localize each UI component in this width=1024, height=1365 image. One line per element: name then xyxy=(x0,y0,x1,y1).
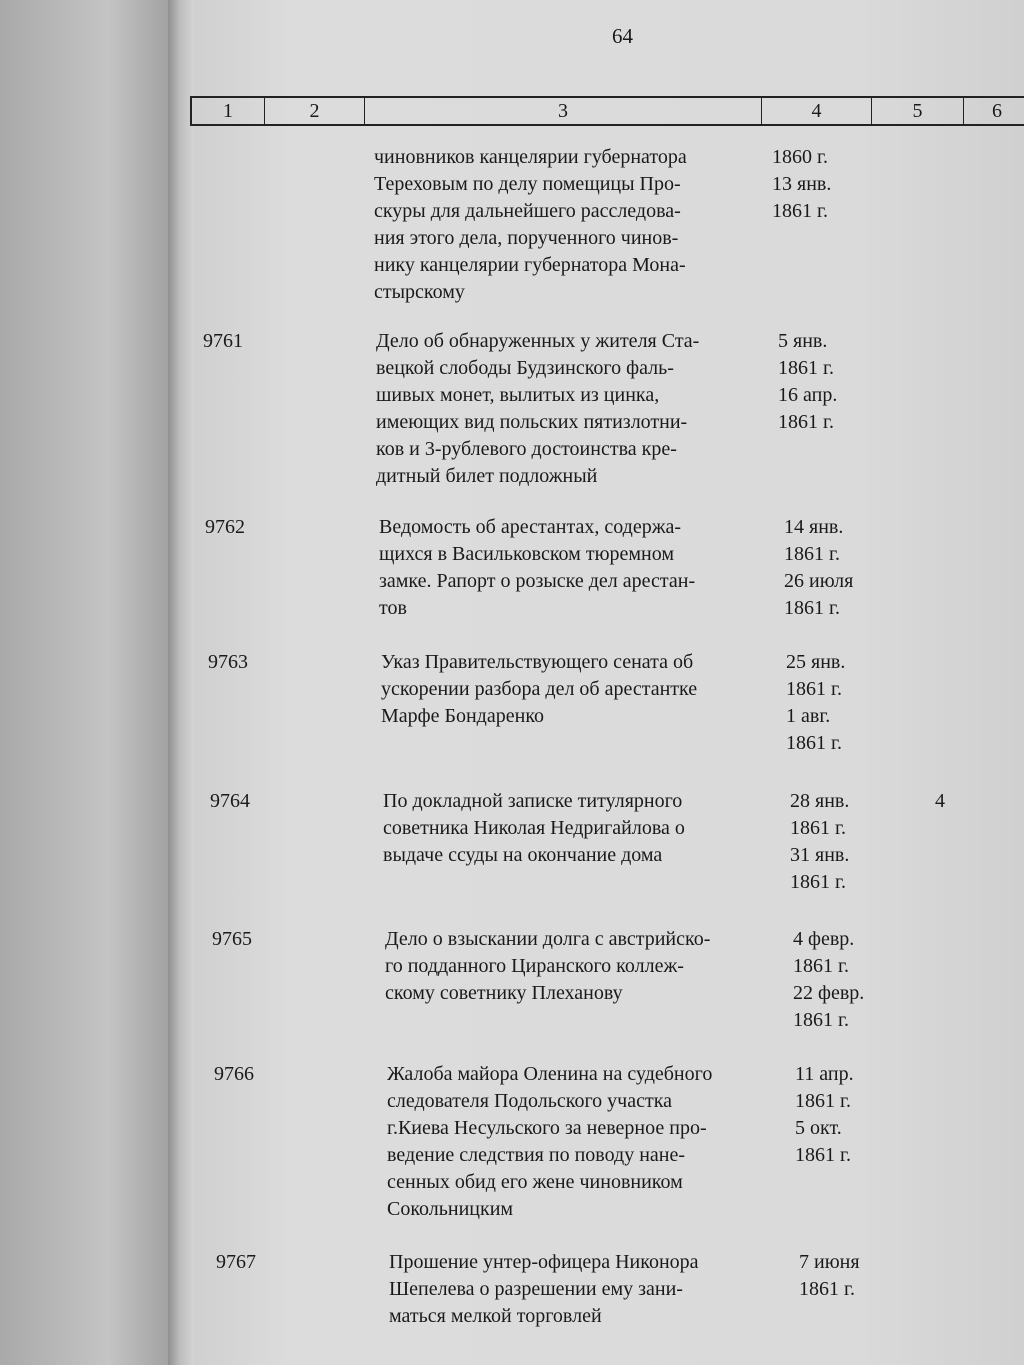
record-date-line: 14 янв. xyxy=(784,516,844,538)
record-title-line: Прошение унтер-офицера Никонора xyxy=(389,1251,699,1273)
record-date-line: 28 янв. xyxy=(790,790,850,812)
record-date-line: 1861 г. xyxy=(795,1090,851,1112)
left-page-edge xyxy=(0,0,180,1365)
record-title xyxy=(389,1249,699,1330)
record-title-line: дитный билет подложный xyxy=(376,465,598,487)
header-col-4: 4 xyxy=(761,98,871,124)
record-dates xyxy=(790,788,849,896)
record-number: 9763 xyxy=(208,651,248,673)
record-date-line: 7 июня xyxy=(799,1251,860,1273)
header-col-1: 1 xyxy=(190,98,264,124)
record-date-line: 1861 г. xyxy=(786,678,842,700)
record-title-line: имеющих вид польских пятизлотни- xyxy=(376,411,688,433)
record-date-line: 1 авг. xyxy=(786,705,831,727)
record-title-line: вецкой слободы Будзинского фаль- xyxy=(376,357,674,379)
record-title-line: скуры для дальнейшего расследова- xyxy=(374,200,681,222)
record-title xyxy=(383,788,685,869)
record-date-line: 31 янв. xyxy=(790,844,850,866)
table-header xyxy=(190,96,1024,126)
record-title xyxy=(379,514,695,622)
record-dates xyxy=(795,1061,854,1169)
record-title-line: ния этого дела, порученного чинов- xyxy=(374,227,679,249)
record-title-line: Марфе Бондаренко xyxy=(381,705,545,727)
record-title-line: советника Николая Недригайлова о xyxy=(383,817,685,839)
record-date-line: 1861 г. xyxy=(790,871,846,893)
record-title-line: Указ Правительствующего сената об xyxy=(381,651,694,673)
record-dates xyxy=(784,514,853,622)
record-date-line: 1861 г. xyxy=(784,597,840,619)
record-title-line: следователя Подольского участка xyxy=(387,1090,672,1112)
record-date-line: 1861 г. xyxy=(778,411,834,433)
record-title-line: сенных обид его жене чиновником xyxy=(387,1171,683,1193)
record-date-line: 25 янв. xyxy=(786,651,846,673)
record-date-line: 1861 г. xyxy=(772,200,828,222)
header-col-2: 2 xyxy=(264,98,364,124)
record-date-line: 4 февр. xyxy=(793,928,855,950)
record-title xyxy=(374,144,687,306)
record-date-line: 1861 г. xyxy=(793,1009,849,1031)
record-number: 9765 xyxy=(212,928,252,950)
record-title-line: Сокольницким xyxy=(387,1198,514,1220)
record-dates xyxy=(793,926,864,1034)
book-gutter xyxy=(168,0,194,1365)
record-title xyxy=(385,926,710,1007)
record-date-line: 1861 г. xyxy=(778,357,834,379)
record-date-line: 1861 г. xyxy=(786,732,842,754)
record-title-line: чиновников канцелярии губернатора xyxy=(374,146,687,168)
record-title-line: Жалоба майора Оленина на судебного xyxy=(387,1063,713,1085)
record-title-line: тов xyxy=(379,597,407,619)
record-date-line: 1861 г. xyxy=(790,817,846,839)
record-title xyxy=(387,1061,712,1223)
record-number: 9762 xyxy=(205,516,245,538)
record-title-line: выдаче ссуды на окончание дома xyxy=(383,844,663,866)
record-dates xyxy=(799,1249,860,1303)
record-dates xyxy=(772,144,831,225)
page-number: 64 xyxy=(612,24,633,48)
record-title-line: ускорении разбора дел об арестантке xyxy=(381,678,698,700)
record-title xyxy=(381,649,697,730)
record-title-line: Шепелева о разрешении ему зани- xyxy=(389,1278,683,1300)
record-date-line: 1861 г. xyxy=(793,955,849,977)
record-title-line: стырскому xyxy=(374,281,465,303)
record-dates xyxy=(786,649,845,757)
record-title-line: Ведомость об арестантах, содержа- xyxy=(379,516,682,538)
record-number: 9761 xyxy=(203,330,243,352)
record-title-line: г.Киева Несульского за неверное про- xyxy=(387,1117,707,1139)
header-col-6: 6 xyxy=(963,98,1024,124)
record-title xyxy=(376,328,699,490)
record-number: 9766 xyxy=(214,1063,254,1085)
record-date-line: 13 янв. xyxy=(772,173,832,195)
record-title-line: нику канцелярии губернатора Мона- xyxy=(374,254,686,276)
header-col-3: 3 xyxy=(364,98,761,124)
record-date-line: 22 февр. xyxy=(793,982,865,1004)
record-title-line: Дело о взыскании долга с австрийско- xyxy=(385,928,711,950)
record-date-line: 11 апр. xyxy=(795,1063,854,1085)
record-date-line: 1861 г. xyxy=(799,1278,855,1300)
record-date-line: 1861 г. xyxy=(795,1144,851,1166)
record-title-line: маться мелкой торговлей xyxy=(389,1305,602,1327)
record-title-line: ков и 3-рублевого достоинства кре- xyxy=(376,438,677,460)
record-number: 9764 xyxy=(210,790,250,812)
record-date-line: 5 янв. xyxy=(778,330,828,352)
record-title-line: замке. Рапорт о розыске дел арестан- xyxy=(379,570,696,592)
record-title-line: щихся в Васильковском тюремном xyxy=(379,543,675,565)
record-date-line: 1860 г. xyxy=(772,146,828,168)
header-col-5: 5 xyxy=(871,98,963,124)
record-title-line: шивых монет, вылитых из цинка, xyxy=(376,384,660,406)
record-title-line: ведение следствия по поводу нане- xyxy=(387,1144,686,1166)
record-sheets: 4 xyxy=(935,790,945,812)
record-number: 9767 xyxy=(216,1251,256,1273)
record-title-line: скому советнику Плеханову xyxy=(385,982,623,1004)
record-date-line: 1861 г. xyxy=(784,543,840,565)
record-title-line: Дело об обнаруженных у жителя Ста- xyxy=(376,330,700,352)
record-dates xyxy=(778,328,837,436)
record-date-line: 5 окт. xyxy=(795,1117,842,1139)
record-title-line: Тереховым по делу помещицы Про- xyxy=(374,173,681,195)
record-date-line: 16 апр. xyxy=(778,384,838,406)
record-title-line: По докладной записке титулярного xyxy=(383,790,683,812)
record-date-line: 26 июля xyxy=(784,570,854,592)
record-title-line: го подданного Циранского коллеж- xyxy=(385,955,684,977)
